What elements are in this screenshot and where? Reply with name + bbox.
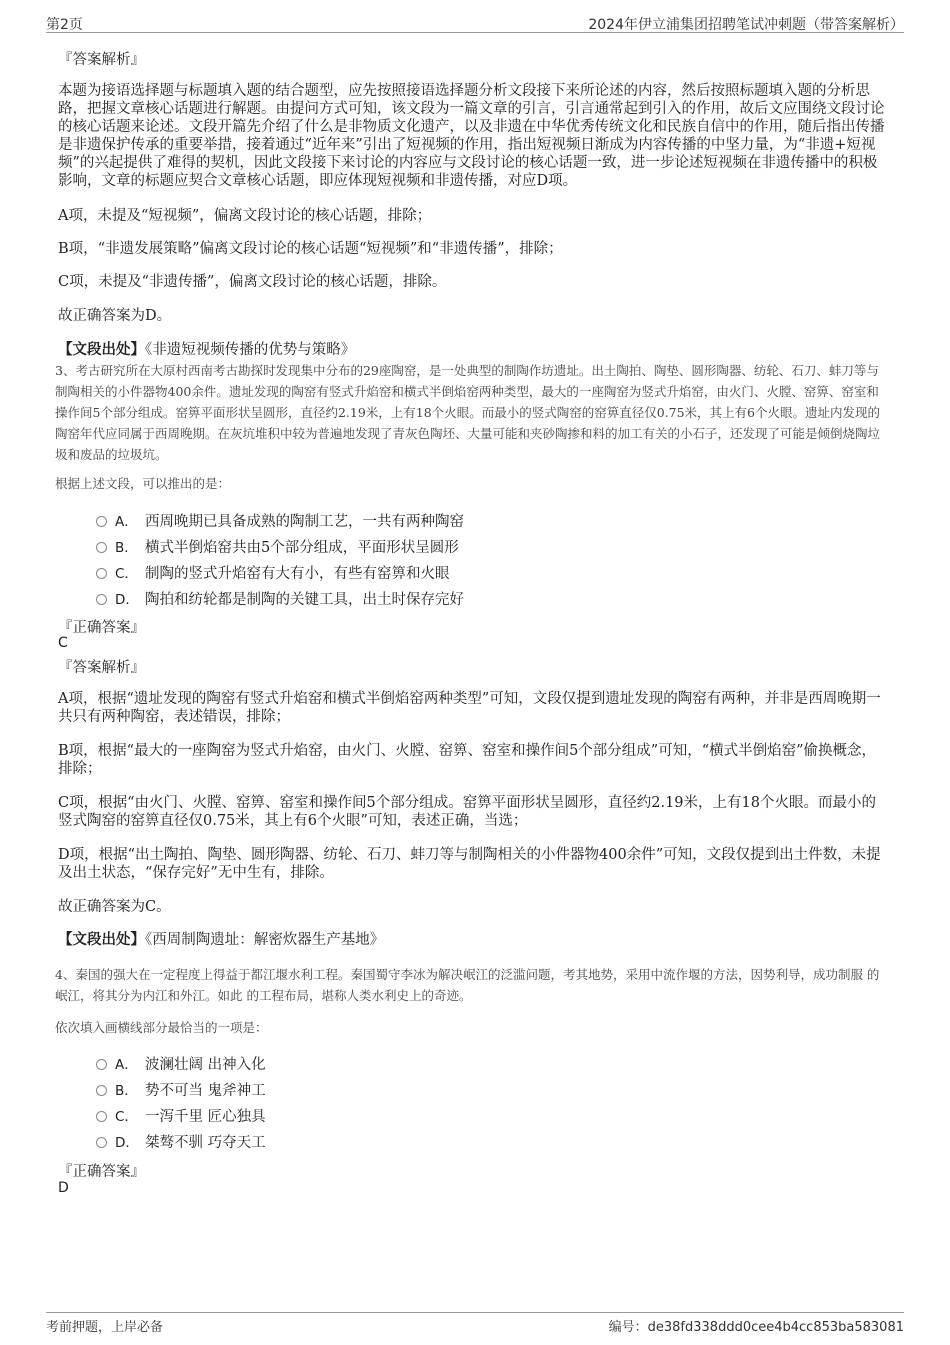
document-title: 2024年伊立浦集团招聘笔试冲刺题（带答案解析） [588,17,904,33]
q2-analysis-mark: 『答案解析』 [58,52,145,68]
q2-source [58,341,888,359]
q4-option-a[interactable]: A． 波澜壮阔 出神入化 [96,1053,266,1075]
q3-analysis-mark: 『答案解析』 [58,660,145,676]
q3-stem: 3、考古研究所在大原村西南考古勘探时发现集中分布的29座陶窑，是一处典型的制陶作坊遗址。出土陶拍、陶垫、圆形陶器、纺轮、石刀、蚌刀等与制陶相关的小件器物400余件。遗址发现的陶窑有竖式升焰窑和横式半倒焰窑两种类型，最大的一座陶窑为竖式升焰窑，由火门、火膛、窑箅、窑室和操作间5个部分组成。窑箅平面形状呈圆形，直径约2.19米，上有18个火眼。而最小的竖式陶窑的窑箅直径仅0.75米，其上有6个火眼。遗址内发现的陶窑年代应同属于西周晚期。在灰坑堆积中较为普遍地发现了青灰色陶坯、大量可能和夹砂陶掺和料的加工有关的小石子，还发现了可能是倾倒烧陶垃圾和废品的垃圾坑。 [55,363,881,462]
q3-analysis-d: D项，根据“出土陶拍、陶垫、圆形陶器、纺轮、石刀、蚌刀等与制陶相关的小件器物400余件”可知，文段仅提到出土件数，未提及出土状态，“保存完好”无中生有，排除。 [58,847,881,881]
source-label: 【文段出处】 [58,341,145,358]
q3-analysis-c: C项，根据“由火门、火膛、窑箅、窑室和操作间5个部分组成。窑箅平面形状呈圆形，直径约2.19米，上有18个火眼。而最小的竖式陶窑的窑箅直径仅0.75米，其上有6个火眼”可知，表述正确，当选； [58,795,876,829]
page-number: 第2页 [46,17,83,33]
radio-icon[interactable] [96,594,107,605]
q2-analysis-b: B项，“非遗发展策略”偏离文段讨论的核心话题“短视频”和“非遗传播”，排除； [58,241,563,257]
q4-answer-mark: 『正确答案』 [58,1164,145,1180]
q3-option-b[interactable]: B． 横式半倒焰窑共由5个部分组成，平面形状呈圆形 [96,536,459,558]
q2-conclusion: 故正确答案为D。 [58,308,172,324]
q3-answer: C [58,635,68,651]
source-title: 《西周制陶遗址：解密炊器生产基地》 [145,932,385,948]
q3-option-c[interactable]: C． 制陶的竖式升焰窑有大有小，有些有窑箅和火眼 [96,562,450,584]
q2-analysis-c: C项，未提及“非遗传播”，偏离文段讨论的核心话题，排除。 [58,274,447,290]
radio-icon[interactable] [96,1111,107,1122]
radio-icon[interactable] [96,568,107,579]
q3-conclusion: 故正确答案为C。 [58,899,171,915]
radio-icon[interactable] [96,516,107,527]
q4-stem: 4、秦国的强大在一定程度上得益于都江堰水利工程。秦国蜀守李冰为解决岷江的泛滥问题，考其地势，采用中流作堰的方法，因势利导，成功制服 的岷江，将其分为内江和外江。如此 的工程布局，堪称人类水利史上的奇迹。 [55,967,880,1003]
source-title: 《非遗短视频传播的优势与策略》 [145,342,356,358]
radio-icon[interactable] [96,1137,107,1148]
q3-answer-mark: 『正确答案』 [58,620,145,636]
q4-prompt: 依次填入画横线部分最恰当的一项是： [55,1020,268,1035]
q4-answer: D [58,1180,69,1196]
q3-source [58,931,888,949]
q4-option-d[interactable]: D． 桀骜不驯 巧夺天工 [96,1131,266,1153]
q4-option-b[interactable]: B． 势不可当 鬼斧神工 [96,1079,266,1101]
q2-analysis-a: A项，未提及“短视频”，偏离文段讨论的核心话题，排除； [58,208,432,224]
q4-option-c[interactable]: C． 一泻千里 匠心独具 [96,1105,266,1127]
page-footer [46,1312,904,1333]
page-header [46,12,904,33]
radio-icon[interactable] [96,542,107,553]
source-label: 【文段出处】 [58,931,145,948]
q3-prompt: 根据上述文段，可以推出的是： [55,476,231,491]
footer-code: 编号：de38fd338ddd0cee4b4cc853ba583081 [608,1320,904,1335]
q3-option-a[interactable]: A． 西周晚期已具备成熟的陶制工艺，一共有两种陶窑 [96,510,464,532]
q3-option-d[interactable]: D． 陶拍和纺轮都是制陶的关键工具，出土时保存完好 [96,588,464,610]
q3-analysis-b: B项，根据“最大的一座陶窑为竖式升焰窑，由火门、火膛、窑箅、窑室和操作间5个部分组成”可知，“横式半倒焰窑”偷换概念，排除； [58,743,877,777]
q2-analysis-text: 本题为接语选择题与标题填入题的结合题型，应先按照接语选择题分析文段接下来所论述的内容，然后按照标题填入题的分析思路，把握文章核心话题进行解题。由提问方式可知，该文段为一篇文章的引言，引言通常起到引入的作用，故后文应围绕文段讨论的核心话题来论述。文段开篇先介绍了什么是非物质文化遗产，以及非遗在中华优秀传统文化和民族自信中的作用，随后指出传播是非遗保护传承的重要举措，接着通过“近年来”引出了短视频的作用，指出短视频日渐成为内容传播的中坚力量，为“非遗+短视频”的兴起提供了难得的契机，因此文段接下来讨论的内容应与文段讨论的核心话题一致，进一步论述短视频在非遗传播中的积极影响，文章的标题应契合文章核心话题，即应体现短视频和非遗传播，对应D项。 [58,83,885,189]
q3-analysis-a: A项，根据“遗址发现的陶窑有竖式升焰窑和横式半倒焰窑两种类型”可知，文段仅提到遗址发现的陶窑有两种，并非是西周晚期一共只有两种陶窑，表述错误，排除； [58,691,881,725]
radio-icon[interactable] [96,1085,107,1096]
footer-slogan: 考前押题，上岸必备 [46,1320,164,1335]
radio-icon[interactable] [96,1059,107,1070]
